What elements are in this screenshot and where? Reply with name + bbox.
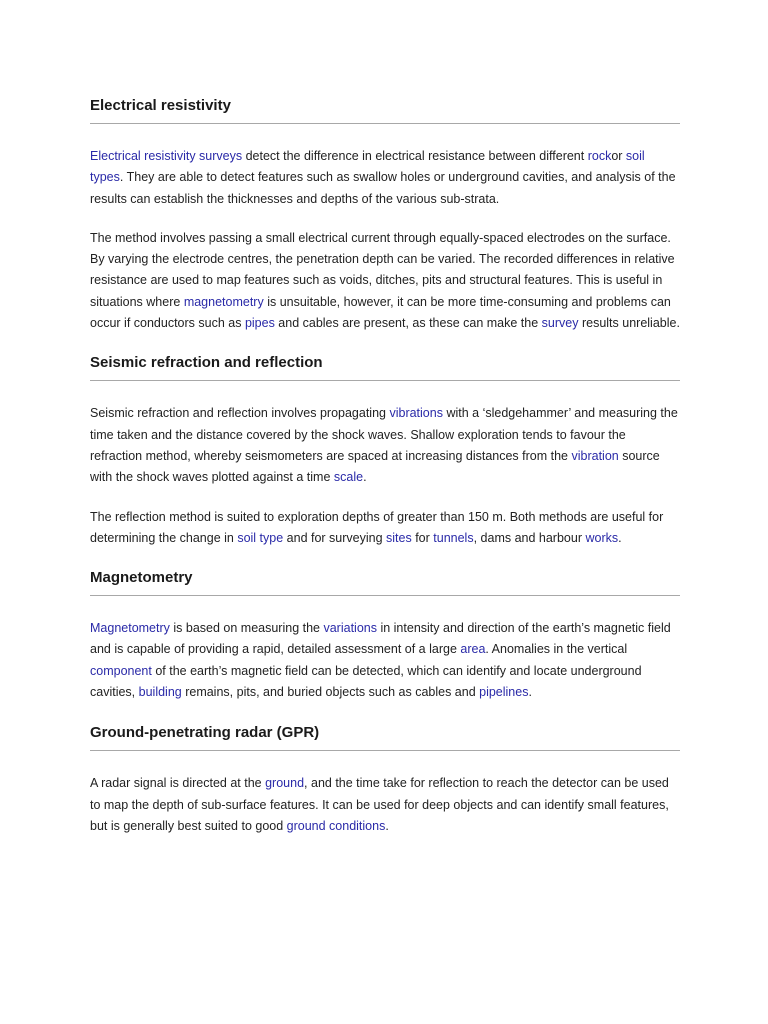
section-seismic-refraction [90, 353, 680, 549]
inline-link[interactable]: scale [333, 470, 364, 485]
paragraph-text: . [363, 470, 367, 485]
body-paragraph [90, 773, 680, 837]
inline-link[interactable]: sites [386, 530, 412, 545]
paragraph-text: results unreliable. [578, 316, 680, 331]
paragraph-text: . [618, 530, 622, 545]
inline-link[interactable]: survey [541, 316, 579, 331]
paragraph-text: with a ‘sledgehammer’ and measuring the time taken and the distance covered by the shock waves. Shallow exploration tends to favour the refraction method, whereby seismometers are spaced at increasing distances from the [90, 406, 678, 463]
section-ground-penetrating-radar [90, 723, 680, 837]
inline-link[interactable]: variations [323, 621, 377, 636]
paragraph-text: A radar signal is directed at the [90, 776, 266, 791]
inline-link[interactable]: vibrations [389, 406, 443, 421]
inline-link[interactable]: Magnetometry [90, 621, 170, 636]
inline-link[interactable]: area [460, 642, 486, 657]
article-content [90, 96, 680, 837]
inline-link[interactable]: rock [587, 149, 612, 163]
inline-link[interactable]: vibration [571, 448, 619, 463]
inline-link[interactable]: building [138, 685, 182, 700]
inline-link[interactable]: component [90, 663, 152, 678]
inline-link[interactable]: pipelines [479, 685, 529, 700]
paragraph-text: The method involves passing a small electrical current through equally-spaced electrodes on the surface. By varying the electrode centres, the penetration depth can be varied. The recorded differences in relative resistance are used to map features such as voids, ditches, pits and structural features. This is useful in situations where [90, 230, 675, 309]
inline-link[interactable]: tunnels [433, 530, 474, 545]
section-magnetometry [90, 568, 680, 703]
body-paragraph [90, 228, 680, 334]
body-paragraph [90, 507, 680, 550]
section-electrical-resistivity [90, 96, 680, 334]
paragraph-text: of the earth’s magnetic field can be detected, which can identify and locate underground cavities, [90, 663, 642, 700]
paragraph-text: The reflection method is suited to exploration depths of greater than 150 m. Both methods are useful for determining the change in [90, 509, 664, 545]
inline-link[interactable]: soil type [237, 530, 284, 545]
paragraph-text: . [385, 818, 389, 833]
body-paragraph [90, 403, 680, 488]
inline-link[interactable]: Electrical resistivity surveys [90, 149, 243, 163]
section-heading: Magnetometry [90, 568, 680, 596]
inline-link[interactable]: ground [265, 776, 305, 791]
section-heading: Ground-penetrating radar (GPR) [90, 723, 680, 751]
section-heading: Electrical resistivity [90, 96, 680, 124]
inline-link[interactable]: soil types [90, 149, 645, 185]
paragraph-text: in intensity and direction of the earth’s magnetic field and is capable of providing a rapid, detailed assessment of a large [90, 621, 671, 657]
paragraph-text: detect the difference in electrical resistance between different [242, 149, 588, 163]
body-paragraph [90, 618, 680, 703]
paragraph-text: is based on measuring the [169, 621, 324, 636]
paragraph-text: Seismic refraction and reflection involves propagating [90, 406, 390, 421]
paragraph-text: or [611, 149, 626, 163]
body-paragraph [90, 146, 680, 210]
paragraph-text: for [411, 530, 434, 545]
inline-link[interactable]: works [585, 530, 619, 545]
paragraph-text: and cables are present, as these can make the [274, 316, 542, 331]
paragraph-text: . They are able to detect features such as swallow holes or underground cavities, and analysis of the results can establish the thicknesses and depths of the various sub-strata. [90, 170, 676, 206]
paragraph-text: source with the shock waves plotted against a time [90, 448, 660, 485]
inline-link[interactable]: magnetometry [183, 294, 264, 309]
paragraph-text: and for surveying [283, 530, 387, 545]
paragraph-text: , dams and harbour [473, 530, 586, 545]
section-heading: Seismic refraction and reflection [90, 353, 680, 381]
paragraph-text: . [528, 685, 532, 700]
paragraph-text: is unsuitable, however, it can be more time-consuming and problems can occur if conductors such as [90, 294, 671, 331]
inline-link[interactable]: pipes [244, 316, 275, 331]
paragraph-text: , and the time take for reflection to reach the detector can be used to map the depth of sub-surface features. It can be used for deep objects and can identify small features, but is generally best suited to good [90, 776, 669, 833]
paragraph-text: remains, pits, and buried objects such as cables and [181, 685, 480, 700]
paragraph-text: . Anomalies in the vertical [485, 642, 628, 657]
inline-link[interactable]: ground conditions [286, 818, 386, 833]
